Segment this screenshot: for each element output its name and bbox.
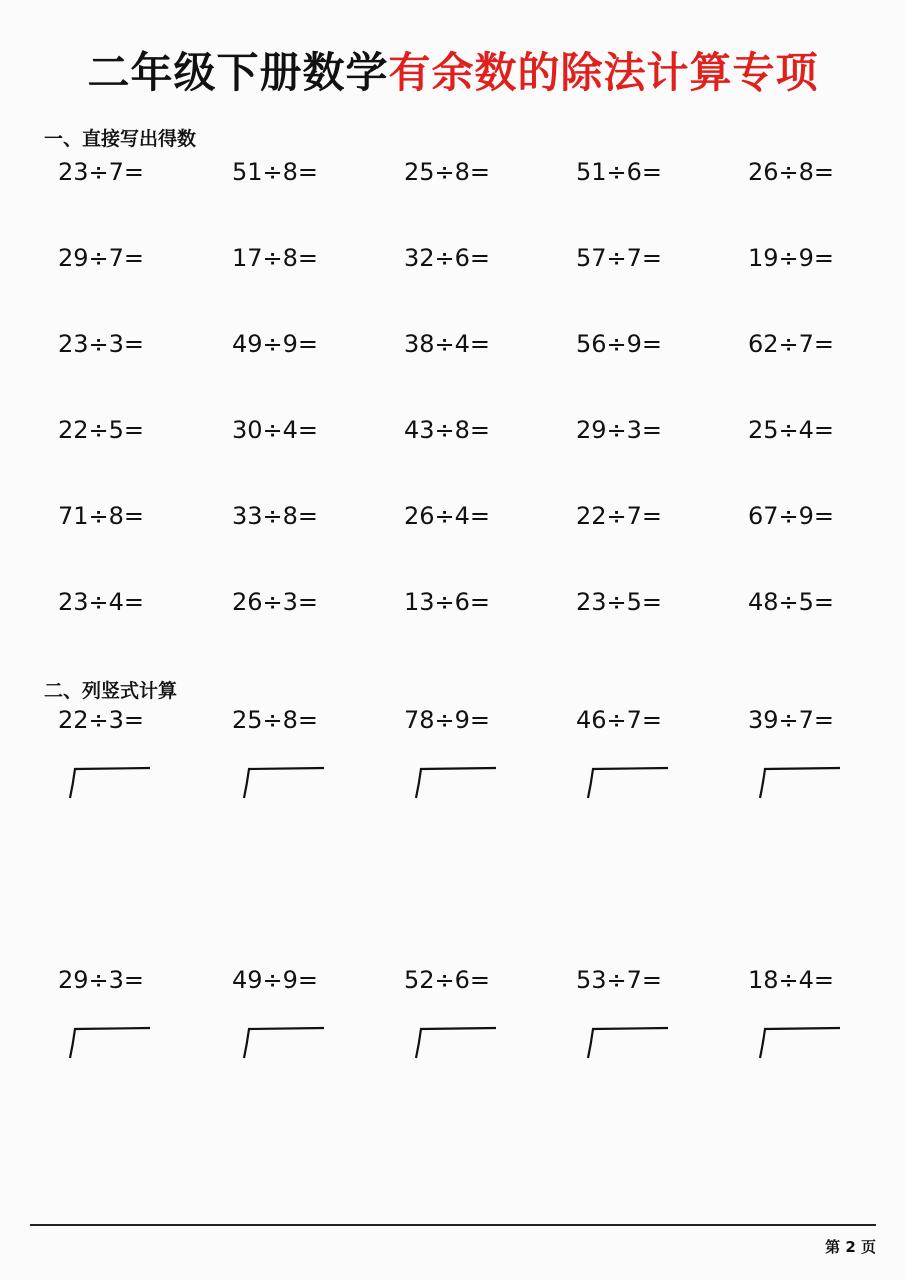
problem-row <box>0 158 906 198</box>
long-division-bracket <box>756 766 842 802</box>
division-problem: 71÷8= <box>58 502 145 530</box>
problem-row <box>0 706 906 746</box>
division-problem: 52÷6= <box>404 966 491 994</box>
division-problem: 62÷7= <box>748 330 835 358</box>
problem-row <box>0 588 906 628</box>
long-division-bracket <box>756 1026 842 1062</box>
division-problem: 22÷5= <box>58 416 145 444</box>
division-problem: 51÷8= <box>232 158 319 186</box>
long-division-bracket <box>412 1026 498 1062</box>
long-division-bracket <box>66 766 152 802</box>
problem-row <box>0 244 906 284</box>
division-problem: 38÷4= <box>404 330 491 358</box>
problem-row <box>0 330 906 370</box>
section1-heading: 一、直接写出得数 <box>44 128 197 150</box>
long-division-bracket <box>584 1026 670 1062</box>
problem-row <box>0 966 906 1006</box>
division-problem: 22÷3= <box>58 706 145 734</box>
division-problem: 25÷8= <box>404 158 491 186</box>
division-problem: 30÷4= <box>232 416 319 444</box>
page-title <box>0 40 906 100</box>
division-problem: 53÷7= <box>576 966 663 994</box>
division-problem: 43÷8= <box>404 416 491 444</box>
division-problem: 48÷5= <box>748 588 835 616</box>
division-problem: 67÷9= <box>748 502 835 530</box>
division-problem: 23÷4= <box>58 588 145 616</box>
long-division-bracket <box>412 766 498 802</box>
division-problem: 22÷7= <box>576 502 663 530</box>
division-problem: 49÷9= <box>232 330 319 358</box>
division-problem: 29÷7= <box>58 244 145 272</box>
division-problem: 33÷8= <box>232 502 319 530</box>
title-part-black: 二年级下册数学 <box>87 48 389 97</box>
division-problem: 26÷4= <box>404 502 491 530</box>
division-problem: 57÷7= <box>576 244 663 272</box>
footer-divider <box>30 1224 876 1226</box>
division-problem: 56÷9= <box>576 330 663 358</box>
division-problem: 29÷3= <box>58 966 145 994</box>
division-problem: 19÷9= <box>748 244 835 272</box>
division-problem: 25÷4= <box>748 416 835 444</box>
division-problem: 32÷6= <box>404 244 491 272</box>
section2-heading: 二、列竖式计算 <box>44 680 178 702</box>
division-problem: 39÷7= <box>748 706 835 734</box>
division-problem: 23÷3= <box>58 330 145 358</box>
problem-row <box>0 502 906 542</box>
division-problem: 49÷9= <box>232 966 319 994</box>
problem-row <box>0 416 906 456</box>
division-problem: 46÷7= <box>576 706 663 734</box>
division-problem: 29÷3= <box>576 416 663 444</box>
division-problem: 26÷3= <box>232 588 319 616</box>
division-problem: 26÷8= <box>748 158 835 186</box>
division-problem: 78÷9= <box>404 706 491 734</box>
long-division-bracket <box>240 766 326 802</box>
page-number: 第 2 页 <box>825 1238 876 1256</box>
long-division-bracket <box>584 766 670 802</box>
division-problem: 17÷8= <box>232 244 319 272</box>
division-problem: 23÷7= <box>58 158 145 186</box>
division-problem: 51÷6= <box>576 158 663 186</box>
long-division-bracket <box>240 1026 326 1062</box>
division-problem: 23÷5= <box>576 588 663 616</box>
long-division-bracket <box>66 1026 152 1062</box>
title-part-red: 有余数的除法计算专项 <box>388 48 819 97</box>
division-problem: 25÷8= <box>232 706 319 734</box>
division-problem: 18÷4= <box>748 966 835 994</box>
division-problem: 13÷6= <box>404 588 491 616</box>
